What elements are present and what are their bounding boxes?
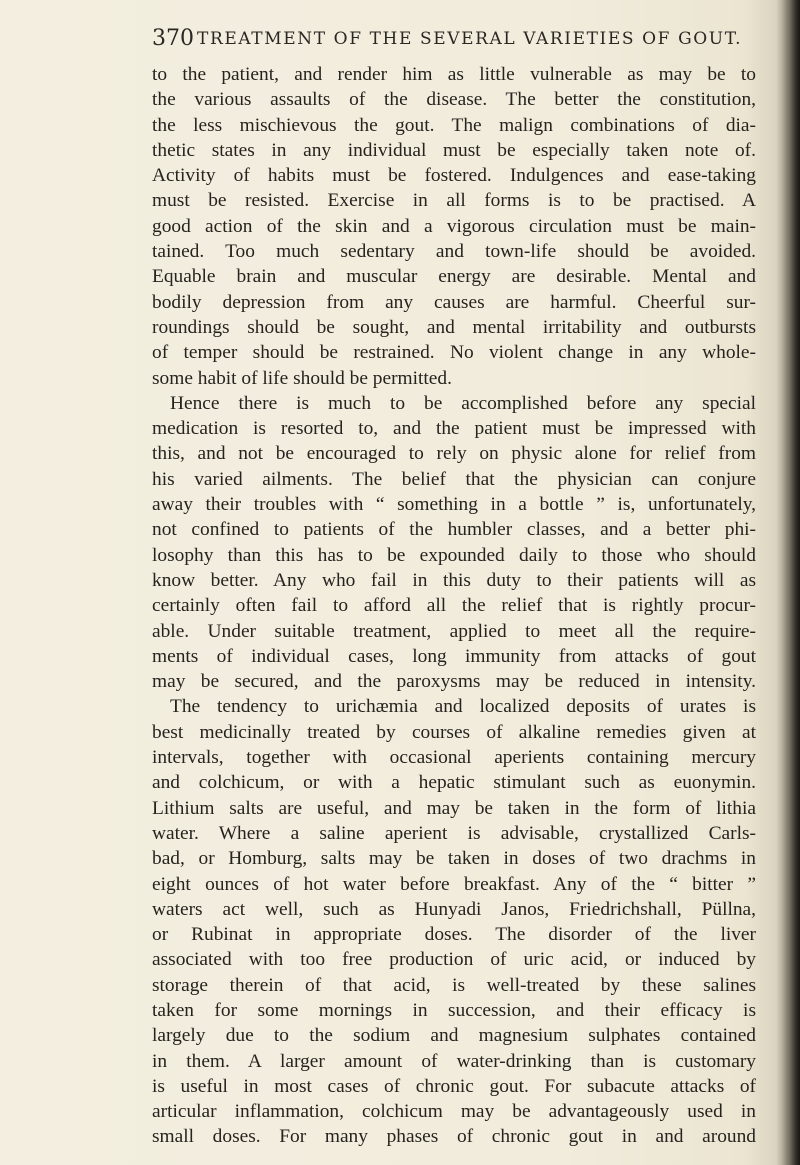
text-line: to the patient, and render him as little vulnerable as may be to bbox=[152, 64, 756, 85]
text-line: water. Where a saline aperient is advisable, crystallized Carls- bbox=[152, 822, 756, 844]
text-line: know better. Any who fail in this duty to their patients will as bbox=[152, 569, 756, 591]
text-line: small doses. For many phases of chronic gout in and around bbox=[152, 1126, 756, 1148]
text-line: losophy than this has to be expounded daily to those who should bbox=[152, 544, 756, 566]
text-line: Hence there is much to be accomplished before any special bbox=[170, 392, 756, 414]
text-line: storage therein of that acid, is well-treated by these salines bbox=[152, 974, 756, 996]
page-header bbox=[152, 26, 752, 56]
text-line: tained. Too much sedentary and town-life should be avoided. bbox=[152, 241, 756, 263]
text-line: associated with too free production of uric acid, or induced by bbox=[152, 949, 756, 971]
text-line: is useful in most cases of chronic gout. For subacute attacks of bbox=[152, 1075, 756, 1097]
text-line: eight ounces of hot water before breakfast. Any of the “ bitter ” bbox=[152, 873, 756, 895]
text-line: bad, or Homburg, salts may be taken in doses of two drachms in bbox=[152, 848, 756, 870]
text-line: taken for some mornings in succession, and their efficacy is bbox=[152, 999, 756, 1021]
text-line: able. Under suitable treatment, applied to meet all the require- bbox=[152, 620, 756, 642]
text-line: and colchicum, or with a hepatic stimulant such as euonymin. bbox=[152, 772, 756, 794]
text-line: best medicinally treated by courses of alkaline remedies given at bbox=[152, 721, 756, 743]
text-line: or Rubinat in appropriate doses. The disorder of the liver bbox=[152, 924, 756, 946]
text-line: away their troubles with “ something in a bottle ” is, unfortunately, bbox=[152, 494, 756, 516]
text-line: medication is resorted to, and the patient must be impressed with bbox=[152, 418, 756, 440]
text-line: roundings should be sought, and mental irritability and outbursts bbox=[152, 316, 756, 338]
text-line: not confined to patients of the humbler classes, and a better phi- bbox=[152, 519, 756, 541]
text-line: bodily depression from any causes are harmful. Cheerful sur- bbox=[152, 291, 756, 313]
running-head: TREATMENT OF THE SEVERAL VARIETIES OF GOUT. bbox=[197, 29, 743, 49]
text-line: Equable brain and muscular energy are desirable. Mental and bbox=[152, 266, 756, 288]
text-line: the various assaults of the disease. The better the constitution, bbox=[152, 89, 756, 111]
text-line: waters act well, such as Hunyadi Janos, Friedrichshall, Püllna, bbox=[152, 898, 756, 920]
text-line: thetic states in any individual must be especially taken note of. bbox=[152, 139, 756, 161]
text-line: must be resisted. Exercise in all forms is to be practised. A bbox=[152, 190, 756, 212]
text-line: intervals, together with occasional aperients containing mercury bbox=[152, 747, 756, 769]
text-line: largely due to the sodium and magnesium sulphates contained bbox=[152, 1025, 756, 1047]
text-line: in them. A larger amount of water-drinking than is customary bbox=[152, 1050, 756, 1072]
text-line: The tendency to urichæmia and localized deposits of urates is bbox=[170, 696, 756, 718]
text-line: may be secured, and the paroxysms may be reduced in intensity. bbox=[152, 671, 756, 693]
text-line: Lithium salts are useful, and may be taken in the form of lithia bbox=[152, 797, 756, 819]
page-edge-shadow bbox=[782, 0, 800, 1165]
body-text bbox=[152, 62, 756, 1150]
text-line: Activity of habits must be fostered. Indulgences and ease-taking bbox=[152, 165, 756, 187]
text-line: this, and not be encouraged to rely on physic alone for relief from bbox=[152, 443, 756, 465]
text-line: certainly often fail to afford all the relief that is rightly procur- bbox=[152, 595, 756, 617]
text-line: some habit of life should be permitted. bbox=[152, 367, 452, 389]
text-line: ments of individual cases, long immunity from attacks of gout bbox=[152, 645, 756, 667]
text-line: of temper should be restrained. No violent change in any whole- bbox=[152, 342, 756, 364]
text-line: the less mischievous the gout. The malign combinations of dia- bbox=[152, 114, 756, 136]
page-number: 370 bbox=[152, 26, 194, 51]
text-line: his varied ailments. The belief that the physician can conjure bbox=[152, 468, 756, 490]
text-line: articular inflammation, colchicum may be advantageously used in bbox=[152, 1101, 756, 1123]
text-line: good action of the skin and a vigorous circulation must be main- bbox=[152, 215, 756, 237]
